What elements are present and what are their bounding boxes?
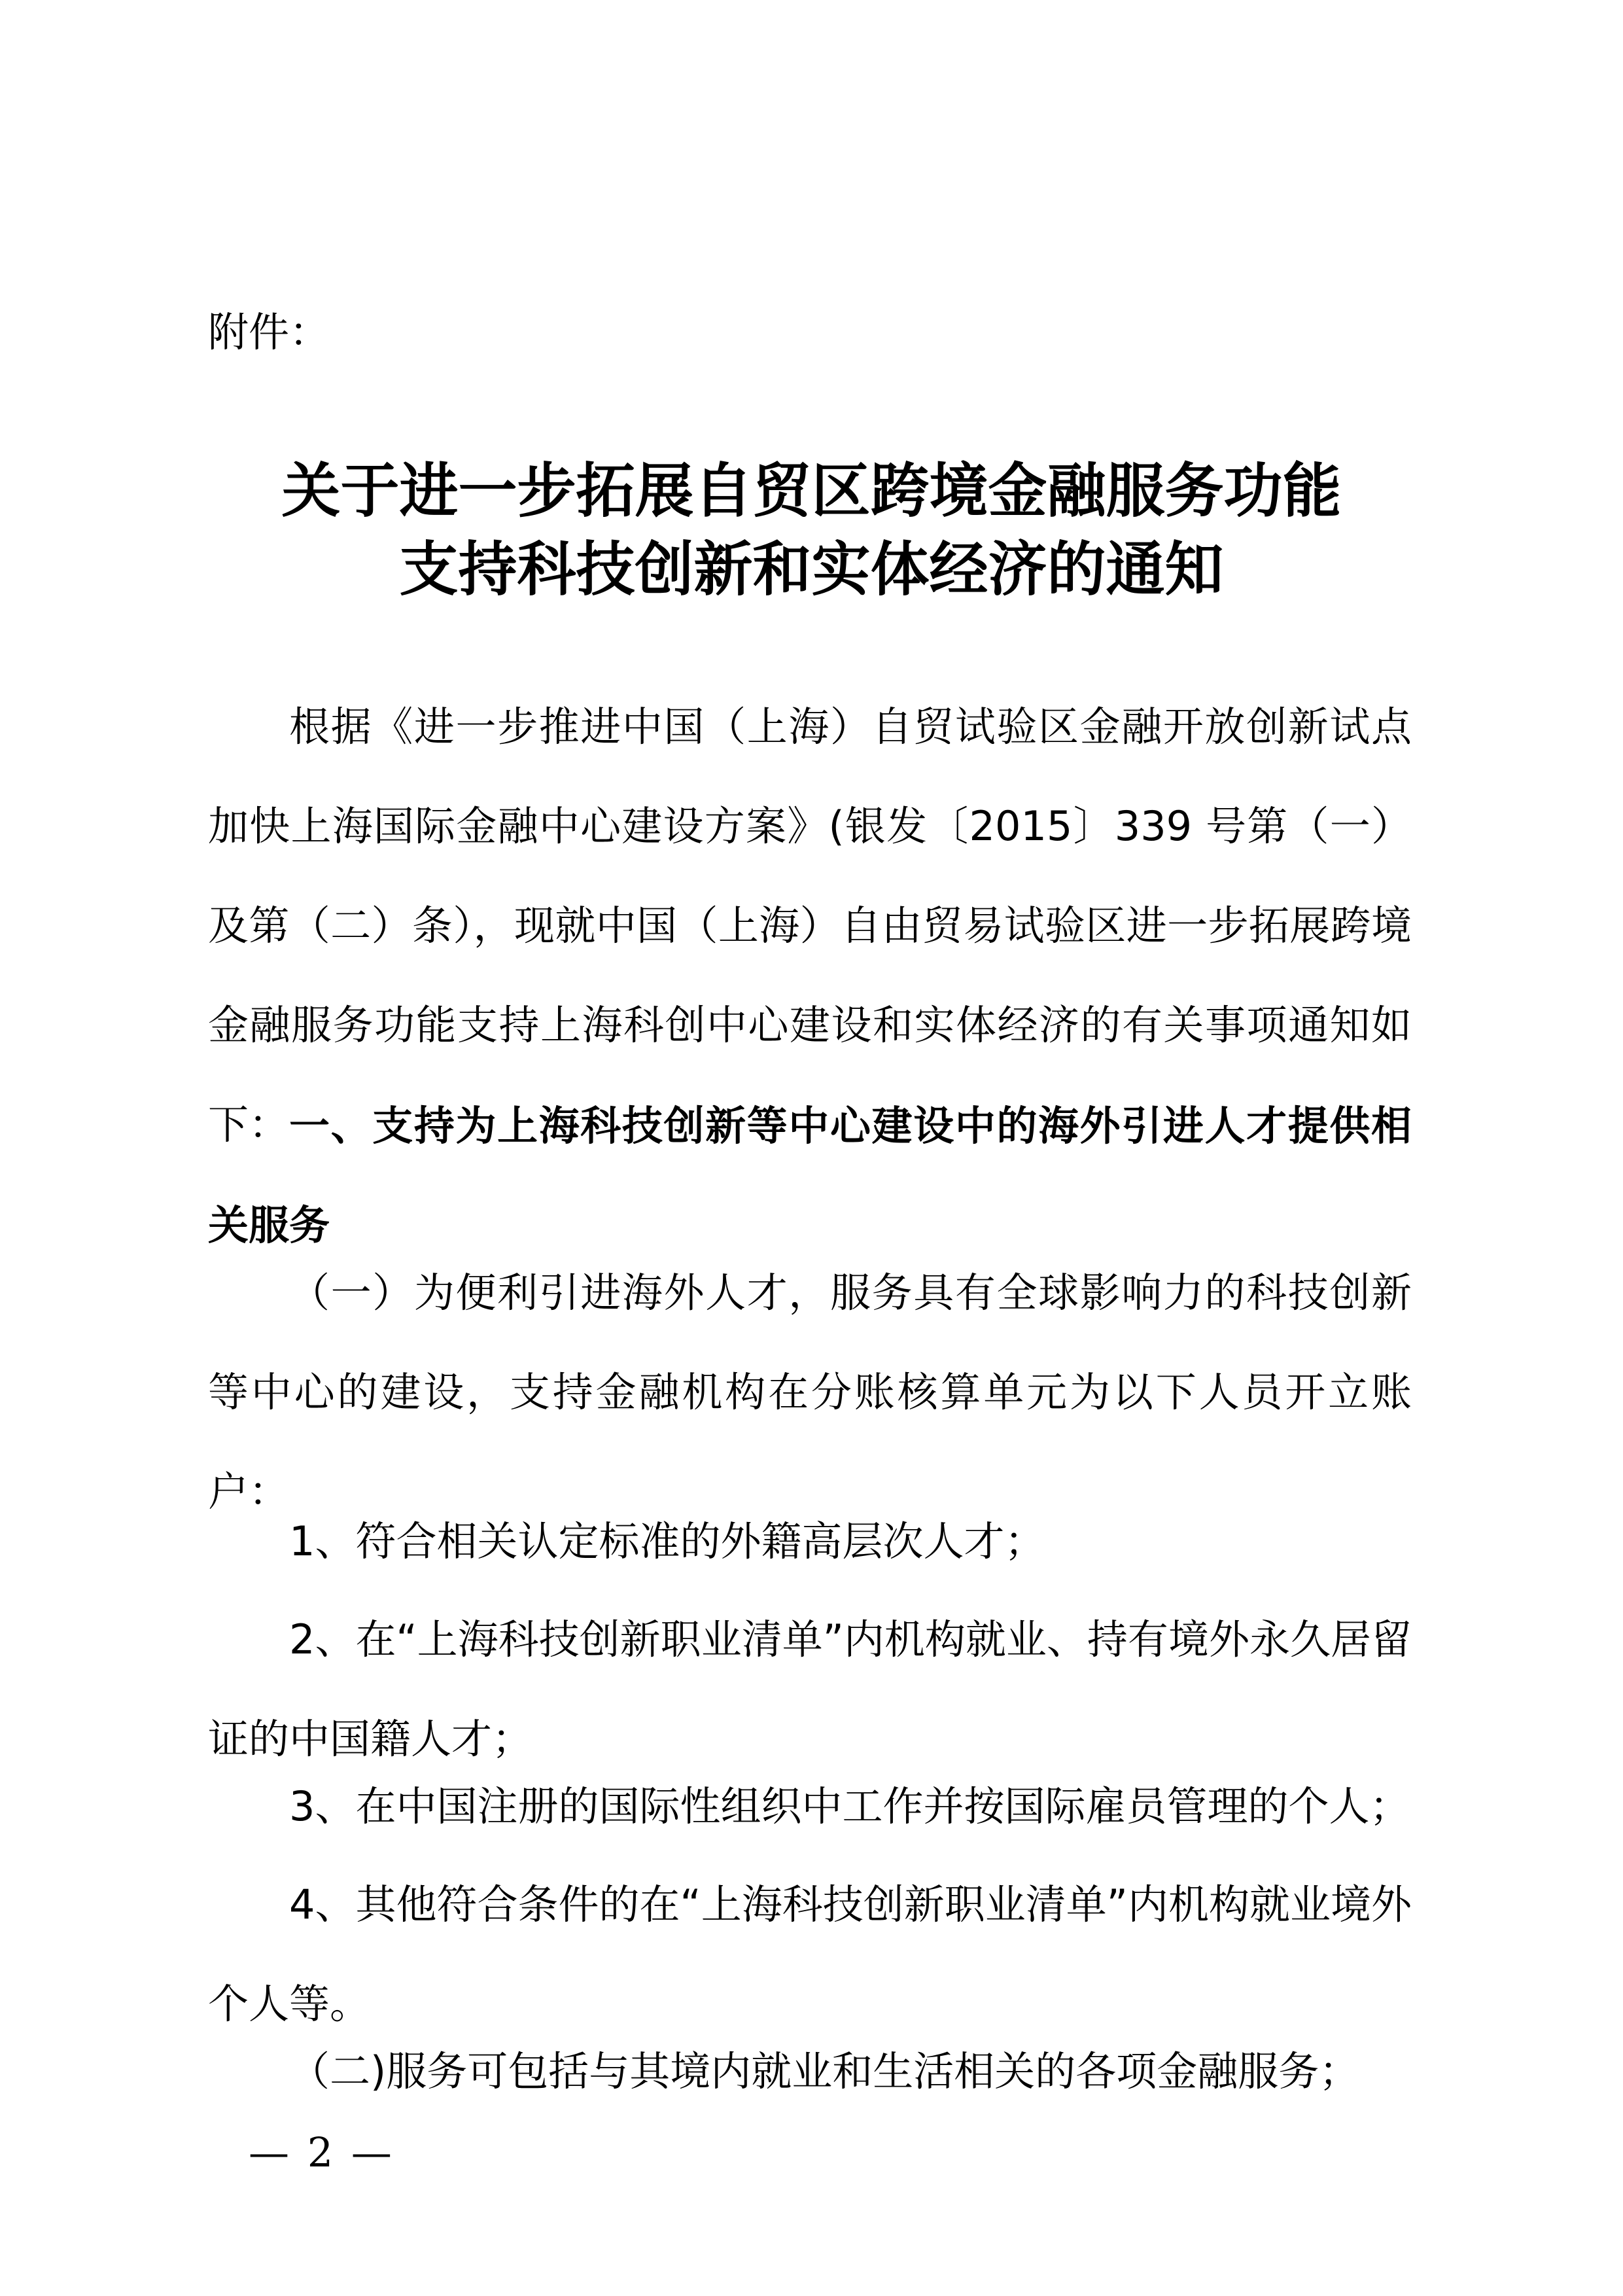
- list-item-4: 4、其他符合条件的在“上海科技创新职业清单”内机构就业境外个人等。: [208, 1881, 1412, 2028]
- intro-paragraph: 根据《进一步推进中国（上海）自贸试验区金融开放创新试点 加快上海国际金融中心建设方案》(银发〔2015〕339 号第（一）及第（二）条），现就中国（上海）自由贸易试验区进一步拓展跨境金融服务功能支持上海科创中心建设和实体经济的有关事项通知如下：: [208, 703, 1412, 1148]
- document-title-line-2: 支持科技创新和实体经济的通知: [399, 535, 1224, 604]
- document-title-line-1: 关于进一步拓展自贸区跨境金融服务功能: [281, 456, 1342, 525]
- clause-1: （一）为便利引进海外人才，服务具有全球影响力的科技创新等中心的建设，支持金融机构在分账核算单元为以下人员开立账户：: [208, 1269, 1412, 1515]
- page-number: — 2 —: [249, 2128, 394, 2176]
- clause-2: （二)服务可包括与其境内就业和生活相关的各项金融服务；: [289, 2047, 1360, 2095]
- section-heading-1: 一、支持为上海科技创新等中心建设中的海外引进人才提供相关服务: [208, 1102, 1412, 1249]
- attachment-label: 附件：: [208, 308, 330, 356]
- list-item-1: 1、符合相关认定标准的外籍高层次人才；: [289, 1517, 1045, 1565]
- list-item-3: 3、在中国注册的国际性组织中工作并按国际雇员管理的个人；: [289, 1782, 1410, 1830]
- list-item-2: 2、在“上海科技创新职业清单”内机构就业、持有境外永久居留证的中国籍人才；: [208, 1616, 1412, 1763]
